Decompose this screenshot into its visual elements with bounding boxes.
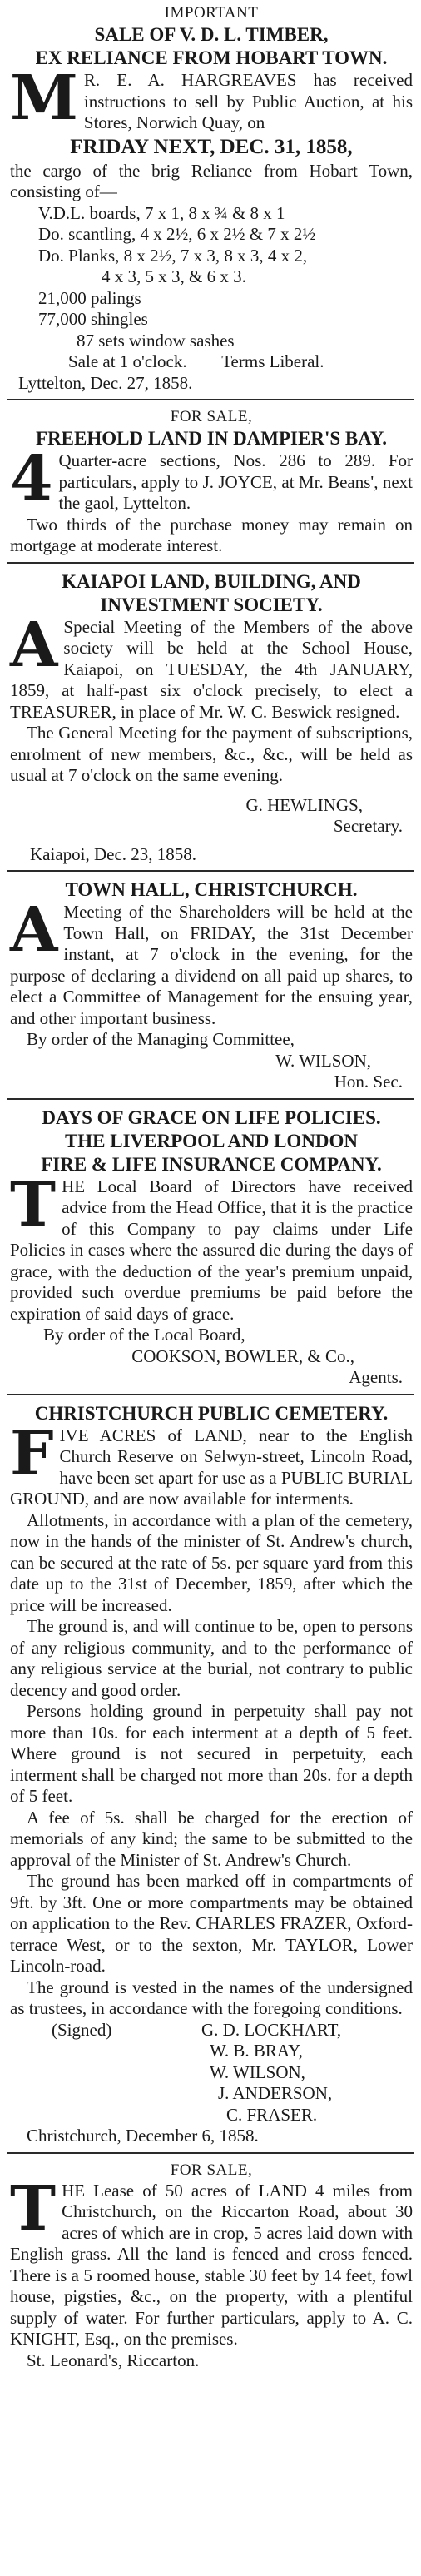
ad-text: IVE ACRES of LAND, near to the English Church Reserve on Selwyn-street, Lincoln Road, have been set apart for use as a PUBLIC BURIAL GROUND, and are now available for interments. (10, 1425, 413, 1509)
ad-text: Special Meeting of the Members of the above society will be held at the School House, Kaiapoi, on TUESDAY, the 4th JANUARY, 1859, at half-past six o'clock precisely, to elect a TREASURER, in place of Mr. W. C. Beswick resigned. (10, 616, 413, 722)
ad-paragraph: The ground is, and will continue to be, open to persons of any religious community, and to the performance of any religious service at the burial, not contrary to public decency and good order. (10, 1616, 413, 1700)
cargo-item: Do. scantling, 4 x 2½, 6 x 2½ & 7 x 2½ (38, 224, 316, 244)
cargo-item: 77,000 shingles (38, 309, 148, 329)
ad-place: St. Leonard's, Riccarton. (27, 2350, 200, 2370)
cargo-item: 21,000 palings (38, 287, 141, 308)
ad-paragraph: Allotments, in accordance with a plan of the cemetery, now in the hands of the minister of St. Andrew's church, can be secured at the rate of 5s. per square yard from this date up to the 31st of December, 1859, after which the price will be increased. (10, 1509, 413, 1615)
ad-title: FREEHOLD LAND IN DAMPIER'S BAY. (36, 428, 387, 449)
drop-cap: M (10, 62, 78, 134)
column-rule (7, 870, 414, 872)
ad-title: INVESTMENT SOCIETY. (100, 594, 323, 615)
ad-role: Secretary. (333, 816, 403, 836)
ad-place-date: Lyttelton, Dec. 27, 1858. (18, 372, 193, 393)
ad-title: TOWN HALL, CHRISTCHURCH. (65, 879, 358, 900)
column-rule (7, 2152, 414, 2154)
sale-terms: Sale at 1 o'clock. Terms Liberal. (68, 351, 324, 371)
ad-body (10, 894, 413, 1029)
ad-title: THE LIVERPOOL AND LONDON (64, 1130, 359, 1151)
ad-body (10, 62, 413, 134)
cargo-item: Do. Planks, 8 x 2½, 7 x 3, 8 x 3, 4 x 2, (38, 245, 308, 266)
ad-role: Hon. Sec. (334, 1072, 403, 1092)
drop-cap: A (10, 609, 58, 681)
timber-sale-ad (0, 0, 421, 394)
insurance-company-ad (0, 1106, 421, 1389)
drop-cap: 4 (10, 443, 53, 515)
ad-paragraph: The ground is vested in the names of the undersigned as trustees, in accordance with the foregoing conditions. (10, 1977, 413, 2018)
trustee-name: W. WILSON, (210, 2061, 305, 2082)
drop-cap: F (10, 1417, 54, 1489)
drop-cap: A (10, 894, 58, 966)
dampiers-bay-land-ad (0, 407, 421, 557)
ad-title: EX RELIANCE FROM HOBART TOWN. (35, 47, 388, 68)
drop-cap: T (10, 2172, 57, 2245)
trustee-signatures (10, 2020, 413, 2126)
column-rule (7, 399, 414, 400)
ad-body (10, 443, 413, 515)
column-rule (7, 1098, 414, 1100)
ad-body (10, 609, 413, 724)
ad-text: Meeting of the Shareholders will be held at the Town Hall, on FRIDAY, the 31st December instant, at 7 o'clock in the evening, for the purpose of declaring a dividend on all paid up shares, to elect a Committee of Management for the ensuing year, and other important business. (10, 902, 413, 1028)
ad-intro: R. E. A. HARGREAVES has received instructions to sell by Public Auction, at his Stores, Norwich Quay, on (83, 70, 413, 132)
kaiapoi-society-ad (0, 570, 421, 866)
ad-kicker: FOR SALE, (170, 408, 253, 425)
ad-text: Quarter-acre sections, Nos. 286 to 289. For particulars, apply to J. JOYCE, at Mr. Beans', next the gaol, Lyttelton. (58, 450, 413, 513)
cemetery-ad (0, 1402, 421, 2147)
town-hall-meeting-ad (0, 878, 421, 1093)
ad-title: CHRISTCHURCH PUBLIC CEMETERY. (34, 1402, 389, 1424)
ad-title: KAIAPOI LAND, BUILDING, AND (62, 570, 361, 592)
cargo-item: V.D.L. boards, 7 x 1, 8 x ¾ & 8 x 1 (38, 202, 285, 223)
trustee-name: J. ANDERSON, (218, 2083, 333, 2103)
ad-paragraph: Persons holding ground in perpetuity shall pay not more than 10s. for each interment at a depth of 5 feet. Where ground is not secured in perpetuity, each interment shall be charged not more than 20s. for a depth of 5 feet. (10, 1701, 413, 1806)
ad-signature: COOKSON, BOWLER, & Co., (131, 1345, 354, 1366)
ad-paragraph: A fee of 5s. shall be charged for the erection of memorials of any kind; the same to be submitted to the approval of the Minister of St. Andrew's Church. (10, 1807, 413, 1870)
column-rule (7, 1394, 414, 1395)
riccarton-lease-ad (0, 2161, 421, 2372)
ad-paragraph: The ground has been marked off in compartments of 9ft. by 3ft. One or more compartments may be obtained on application to the Rev. CHARLES FRAZER, Oxford-terrace West, or to the sexton, Mr. TAYLOR, Lower Lincoln-road. (10, 1871, 413, 1976)
ad-place-date: Christchurch, December 6, 1858. (27, 2126, 259, 2146)
trustee-name: G. D. LOCKHART, (201, 2019, 342, 2040)
ad-role: Agents. (349, 1367, 403, 1387)
trustee-name: C. FRASER. (226, 2104, 318, 2125)
ad-body (10, 2172, 413, 2350)
column-rule (7, 562, 414, 564)
ad-text-2: The General Meeting for the payment of subscriptions, enrolment of new members, &c., &c., will be held as usual at 7 o'clock on the same evening. (10, 723, 413, 785)
ad-note: Two thirds of the purchase money may remain on mortgage at moderate interest. (10, 514, 413, 555)
cargo-item: 87 sets window sashes (77, 330, 235, 351)
ad-signature: W. WILSON, (275, 1050, 371, 1071)
ad-place-date: Kaiapoi, Dec. 23, 1858. (30, 843, 197, 864)
ad-text: HE Lease of 50 acres of LAND 4 miles from Christchurch, on the Riccarton Road, about 30 acres of which are in crop, 5 acres laid down with English grass. All the land is fenced and cross fenced. There is a 5 roomed house, stable 30 feet by 14 feet, fowl house, pigsties, &c., on the property, with a plentiful supply of water. For further particulars, apply to A. C. KNIGHT, Esq., on the premises. (10, 2180, 413, 2349)
ad-order: By order of the Local Board, (43, 1325, 245, 1345)
sale-date: FRIDAY NEXT, DEC. 31, 1858, (70, 135, 353, 158)
cargo-item: 4 x 3, 5 x 3, & 6 x 3. (102, 266, 246, 286)
ad-body (10, 1168, 413, 1325)
ad-title: SALE OF V. D. L. TIMBER, (94, 24, 329, 45)
ad-body (10, 1417, 413, 1510)
ad-signature: G. HEWLINGS, (245, 794, 363, 815)
ad-text: HE Local Board of Directors have received advice from the Head Office, that it is the practice of this Company to pay claims under Life Policies in cases where the assured die during the days of grace, with the deduction of the year's premium unpaid, provided such overdue premiums be paid before the expiration of said days of grace. (10, 1176, 413, 1324)
ad-title: FIRE & LIFE INSURANCE COMPANY. (41, 1153, 382, 1175)
trustee-name: W. B. BRAY, (210, 2041, 303, 2061)
cargo-description: the cargo of the brig Reliance from Hobart Town, consisting of— (10, 160, 413, 201)
drop-cap: T (10, 1168, 57, 1241)
signed-label: (Signed) (52, 2019, 112, 2040)
ad-kicker: FOR SALE, (170, 2161, 253, 2179)
ad-title: DAYS OF GRACE ON LIFE POLICIES. (42, 1106, 381, 1128)
ad-order: By order of the Managing Committee, (27, 1029, 295, 1049)
ad-kicker: IMPORTANT (164, 4, 259, 22)
